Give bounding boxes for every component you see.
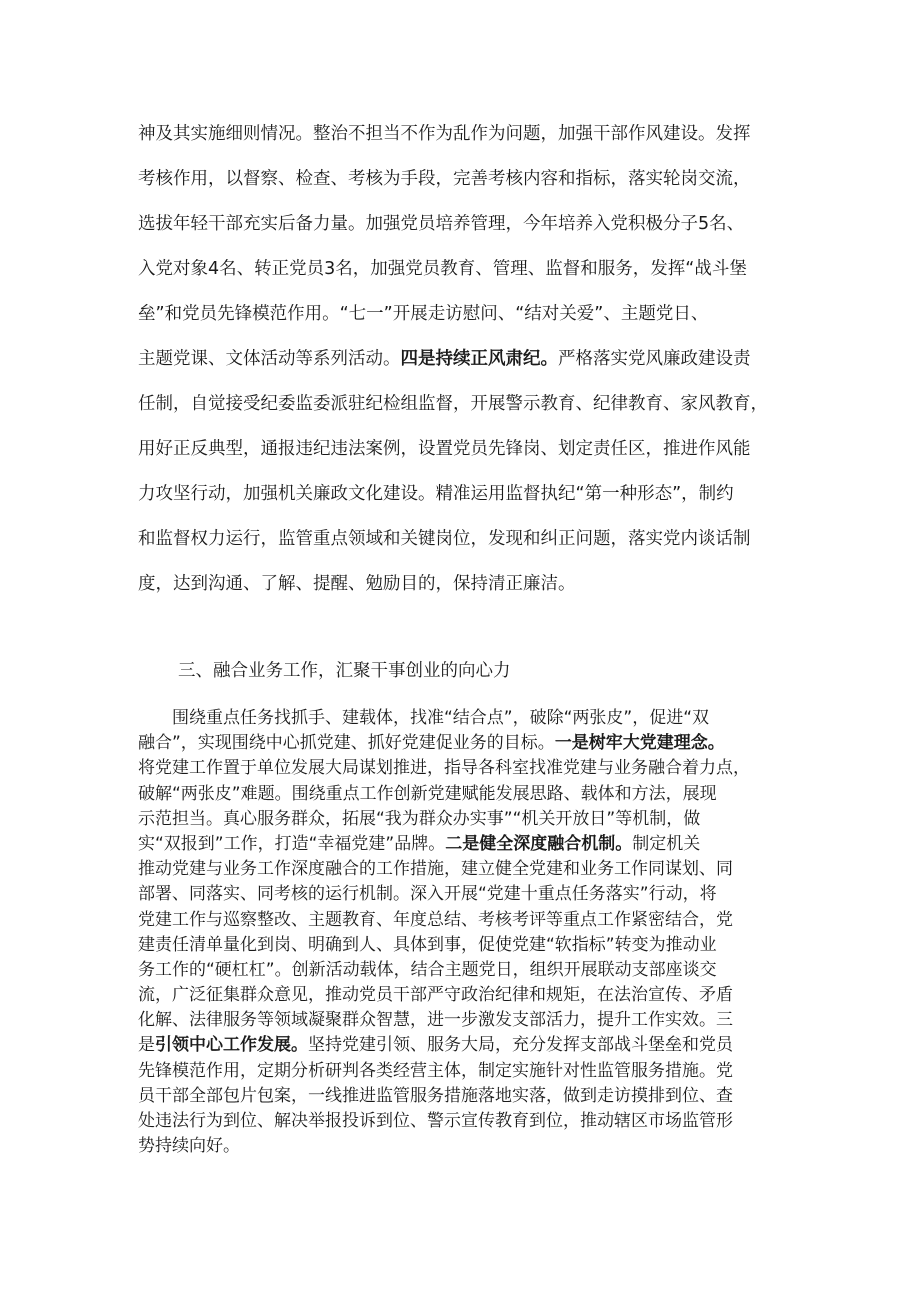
text-line — [138, 933, 798, 958]
text-line — [138, 1134, 798, 1159]
text-line — [138, 1059, 798, 1084]
text-line — [138, 731, 798, 756]
text-run: 势持续向好。 — [138, 1136, 240, 1157]
text-run: 员干部全部包片包案，一线推进监管服务措施落地实落，做到走访摸排到位、查 — [138, 1085, 733, 1106]
text-line — [138, 472, 798, 517]
text-run: 严格落实党风廉政建设责 — [558, 349, 751, 369]
bold-text-run: 二是健全深度融合机制。 — [445, 833, 633, 854]
text-line — [138, 382, 798, 427]
text-run: 入党对象4名、转正党员3名，加强党员教育、管理、监督和服务，发挥“战斗堡 — [138, 259, 747, 279]
text-run: 推动党建与业务工作深度融合的工作措施，建立健全党建和业务工作同谋划、同 — [138, 859, 733, 880]
bold-text-run: 四是持续正风肃纪。 — [400, 349, 558, 369]
text-line — [138, 1033, 798, 1058]
text-run: 围绕重点任务找抓手、建载体，找准“结合点”，破除“两张皮”，促进“双 — [172, 708, 710, 728]
text-line — [138, 562, 798, 607]
bold-text-run: 引领中心工作发展。 — [155, 1035, 308, 1056]
text-line — [138, 292, 798, 337]
text-run: 和监督权力运行，监管重点领域和关键岗位，发现和纠正问题，落实党内谈话制 — [138, 529, 751, 549]
text-line — [138, 337, 798, 382]
text-line — [138, 1008, 798, 1033]
text-run: 将党建工作置于单位发展大局谋划推进，指导各科室找准党建与业务融合着力点， — [138, 758, 750, 779]
text-run: 融合”，实现围绕中心抓党建、抓好党建促业务的目标。 — [138, 733, 555, 754]
text-line — [138, 983, 798, 1008]
text-run: 主题党课、文体活动等系列活动。 — [138, 349, 401, 369]
text-run: 神及其实施细则情况。整治不担当不作为乱作为问题，加强干部作风建设。发挥 — [138, 124, 751, 144]
text-run: 选拔年轻干部充实后备力量。加强党员培养管理，今年培养入党积极分子5名、 — [138, 214, 745, 234]
text-run: 化解、法律服务等领域凝聚群众智慧，进一步激发支部活力，提升工作实效。三 — [138, 1010, 733, 1031]
text-line — [138, 832, 798, 857]
text-run: 建责任清单量化到岗、明确到人、具体到事，促使党建“软指标”转变为推动业 — [138, 934, 717, 955]
text-line — [138, 756, 798, 781]
text-run: 制定机关 — [632, 833, 701, 854]
text-run: 示范担当。真心服务群众，拓展“我为群众办实事”“机关开放日”等机制，做 — [138, 808, 701, 829]
text-line — [138, 857, 798, 882]
text-run: 考核作用，以督察、检查、考核为手段，完善考核内容和指标，落实轮岗交流， — [138, 169, 751, 189]
text-line — [138, 958, 798, 983]
text-line — [138, 427, 798, 472]
text-run: 务工作的“硬杠杠”。创新活动载体，结合主题党日，组织开展联动支部座谈交 — [138, 959, 717, 980]
text-run: 实“双报到”工作，打造“幸福党建”品牌。 — [138, 833, 446, 854]
text-line — [138, 807, 798, 832]
text-line — [138, 1109, 798, 1134]
text-line — [138, 706, 798, 731]
text-run: 力攻坚行动，加强机关廉政文化建设。精准运用监督执纪“第一种形态”，制约 — [138, 484, 734, 504]
paragraph-party-discipline — [138, 112, 798, 607]
text-line — [138, 882, 798, 907]
text-line — [138, 1084, 798, 1109]
text-run: 垒”和党员先锋模范作用。“七一”开展走访慰问、“结对关爱”、主题党日、 — [138, 304, 709, 324]
text-line — [138, 157, 798, 202]
text-line — [138, 782, 798, 807]
text-run: 坚持党建引领、服务大局，充分发挥支部战斗堡垒和党员 — [308, 1035, 733, 1056]
text-line — [138, 202, 798, 247]
text-run: 党建工作与巡察整改、主题教育、年度总结、考核考评等重点工作紧密结合，党 — [138, 909, 733, 930]
text-run: 度，达到沟通、了解、提醒、勉励目的，保持清正廉洁。 — [138, 574, 576, 594]
text-run: 流，广泛征集群众意见，推动党员干部严守政治纪律和规矩，在法治宣传、矛盾 — [138, 985, 733, 1006]
text-run: 破解“两张皮”难题。围绕重点工作创新党建赋能发展思路、载体和方法，展现 — [138, 783, 717, 804]
text-run: 任制，自觉接受纪委监委派驻纪检组监督，开展警示教育、纪律教育、家风教育， — [138, 394, 768, 414]
text-run: 处违法行为到位、解决举报投诉到位、警示宣传教育到位，推动辖区市场监管形 — [138, 1111, 733, 1131]
section-heading: 三、融合业务工作，汇聚干事创业的向心力 — [178, 661, 511, 681]
text-line — [138, 247, 798, 292]
text-line — [138, 112, 798, 157]
bold-text-run: 一是树牢大党建理念。 — [554, 733, 725, 754]
text-run: 是 — [138, 1035, 155, 1056]
text-run: 部署、同落实、同考核的运行机制。深入开展“党建十重点任务落实”行动，将 — [138, 884, 717, 905]
text-line — [138, 908, 798, 933]
text-run: 用好正反典型，通报违纪违法案例，设置党员先锋岗、划定责任区，推进作风能 — [138, 439, 751, 459]
paragraph-business-integration — [138, 706, 798, 1159]
text-line — [138, 517, 798, 562]
text-run: 先锋模范作用，定期分析研判各类经营主体，制定实施针对性监管服务措施。党 — [138, 1060, 733, 1081]
